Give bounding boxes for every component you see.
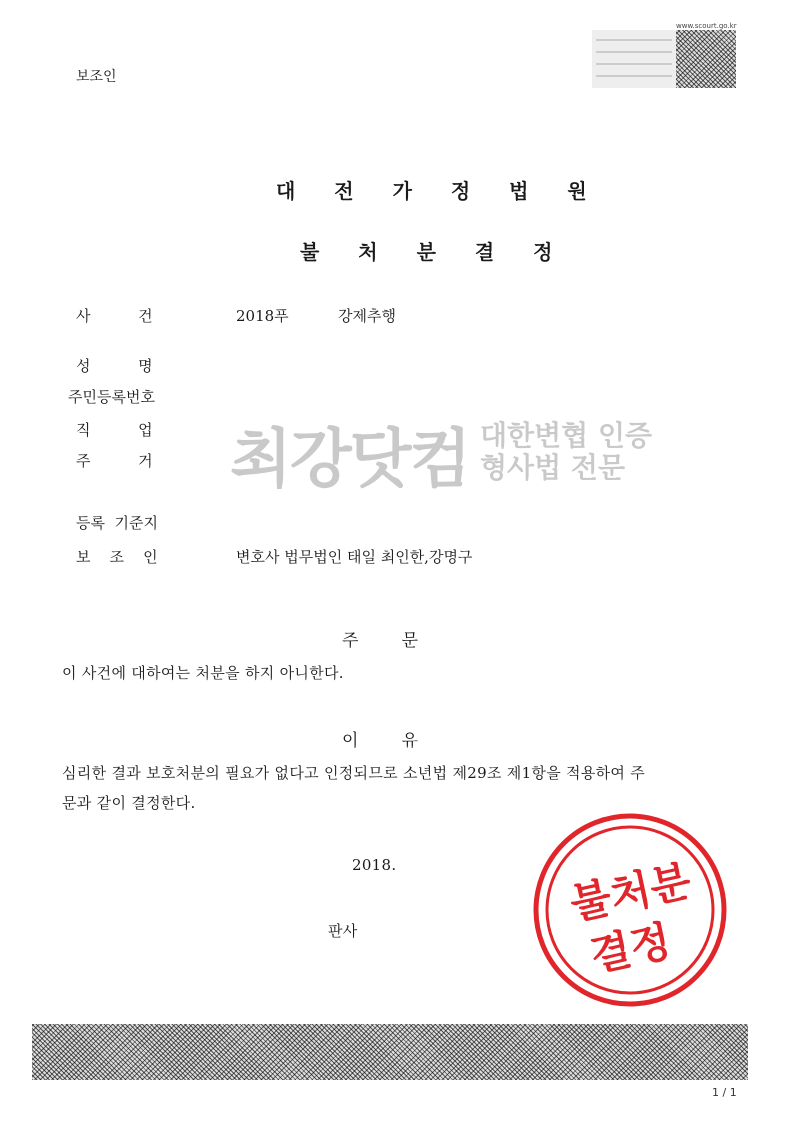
reason-heading: 이 유 xyxy=(342,731,419,751)
case-number: 2018푸 xyxy=(236,307,289,325)
barcode-noise xyxy=(676,30,736,88)
name-label: 성 명 xyxy=(76,357,153,375)
seal-text-graphic xyxy=(592,30,676,88)
document-title: 불 처 분 결 정 xyxy=(300,240,569,264)
site-url: www.scourt.go.kr xyxy=(676,22,737,30)
assistant-label: 보 조 인 xyxy=(76,548,158,566)
watermark-line1: 대한변협 인증 xyxy=(480,419,653,452)
header-seal-text-block xyxy=(592,30,676,88)
case-name: 강제추행 xyxy=(338,307,396,325)
rrn-label: 주민등록번호 xyxy=(68,388,155,406)
reason-line-1: 심리한 결과 보호처분의 필요가 없다고 인정되므로 소년법 제29조 제1항을 적용하여 주 xyxy=(62,764,646,782)
reason-line-2: 문과 같이 결정한다. xyxy=(62,794,196,812)
stamp-line-2: 결정 xyxy=(585,916,676,981)
court-name: 대 전 가 정 법 원 xyxy=(276,179,603,203)
case-label: 사 건 xyxy=(76,307,153,325)
watermark-brand: 최강닷컴 xyxy=(230,423,470,497)
header-assistant-label: 보조인 xyxy=(76,69,117,85)
decision-stamp xyxy=(530,810,730,1010)
judge-label: 판사 xyxy=(328,922,358,940)
bottom-barcode-band xyxy=(32,1024,748,1080)
address-label: 주 거 xyxy=(76,452,153,470)
registry-label: 등록 기준지 xyxy=(76,514,158,532)
watermark-line2: 형사법 전문 xyxy=(480,451,625,484)
order-heading: 주 문 xyxy=(342,631,419,651)
order-text: 이 사건에 대하여는 처분을 하지 아니한다. xyxy=(62,664,344,682)
job-label: 직 업 xyxy=(76,421,153,439)
page-number: 1 / 1 xyxy=(712,1086,737,1099)
decision-date: 2018. xyxy=(352,856,397,874)
assistant-value: 변호사 법무법인 태일 최인한,강명구 xyxy=(236,548,473,566)
stamp-line-1: 불처분 xyxy=(565,855,696,930)
